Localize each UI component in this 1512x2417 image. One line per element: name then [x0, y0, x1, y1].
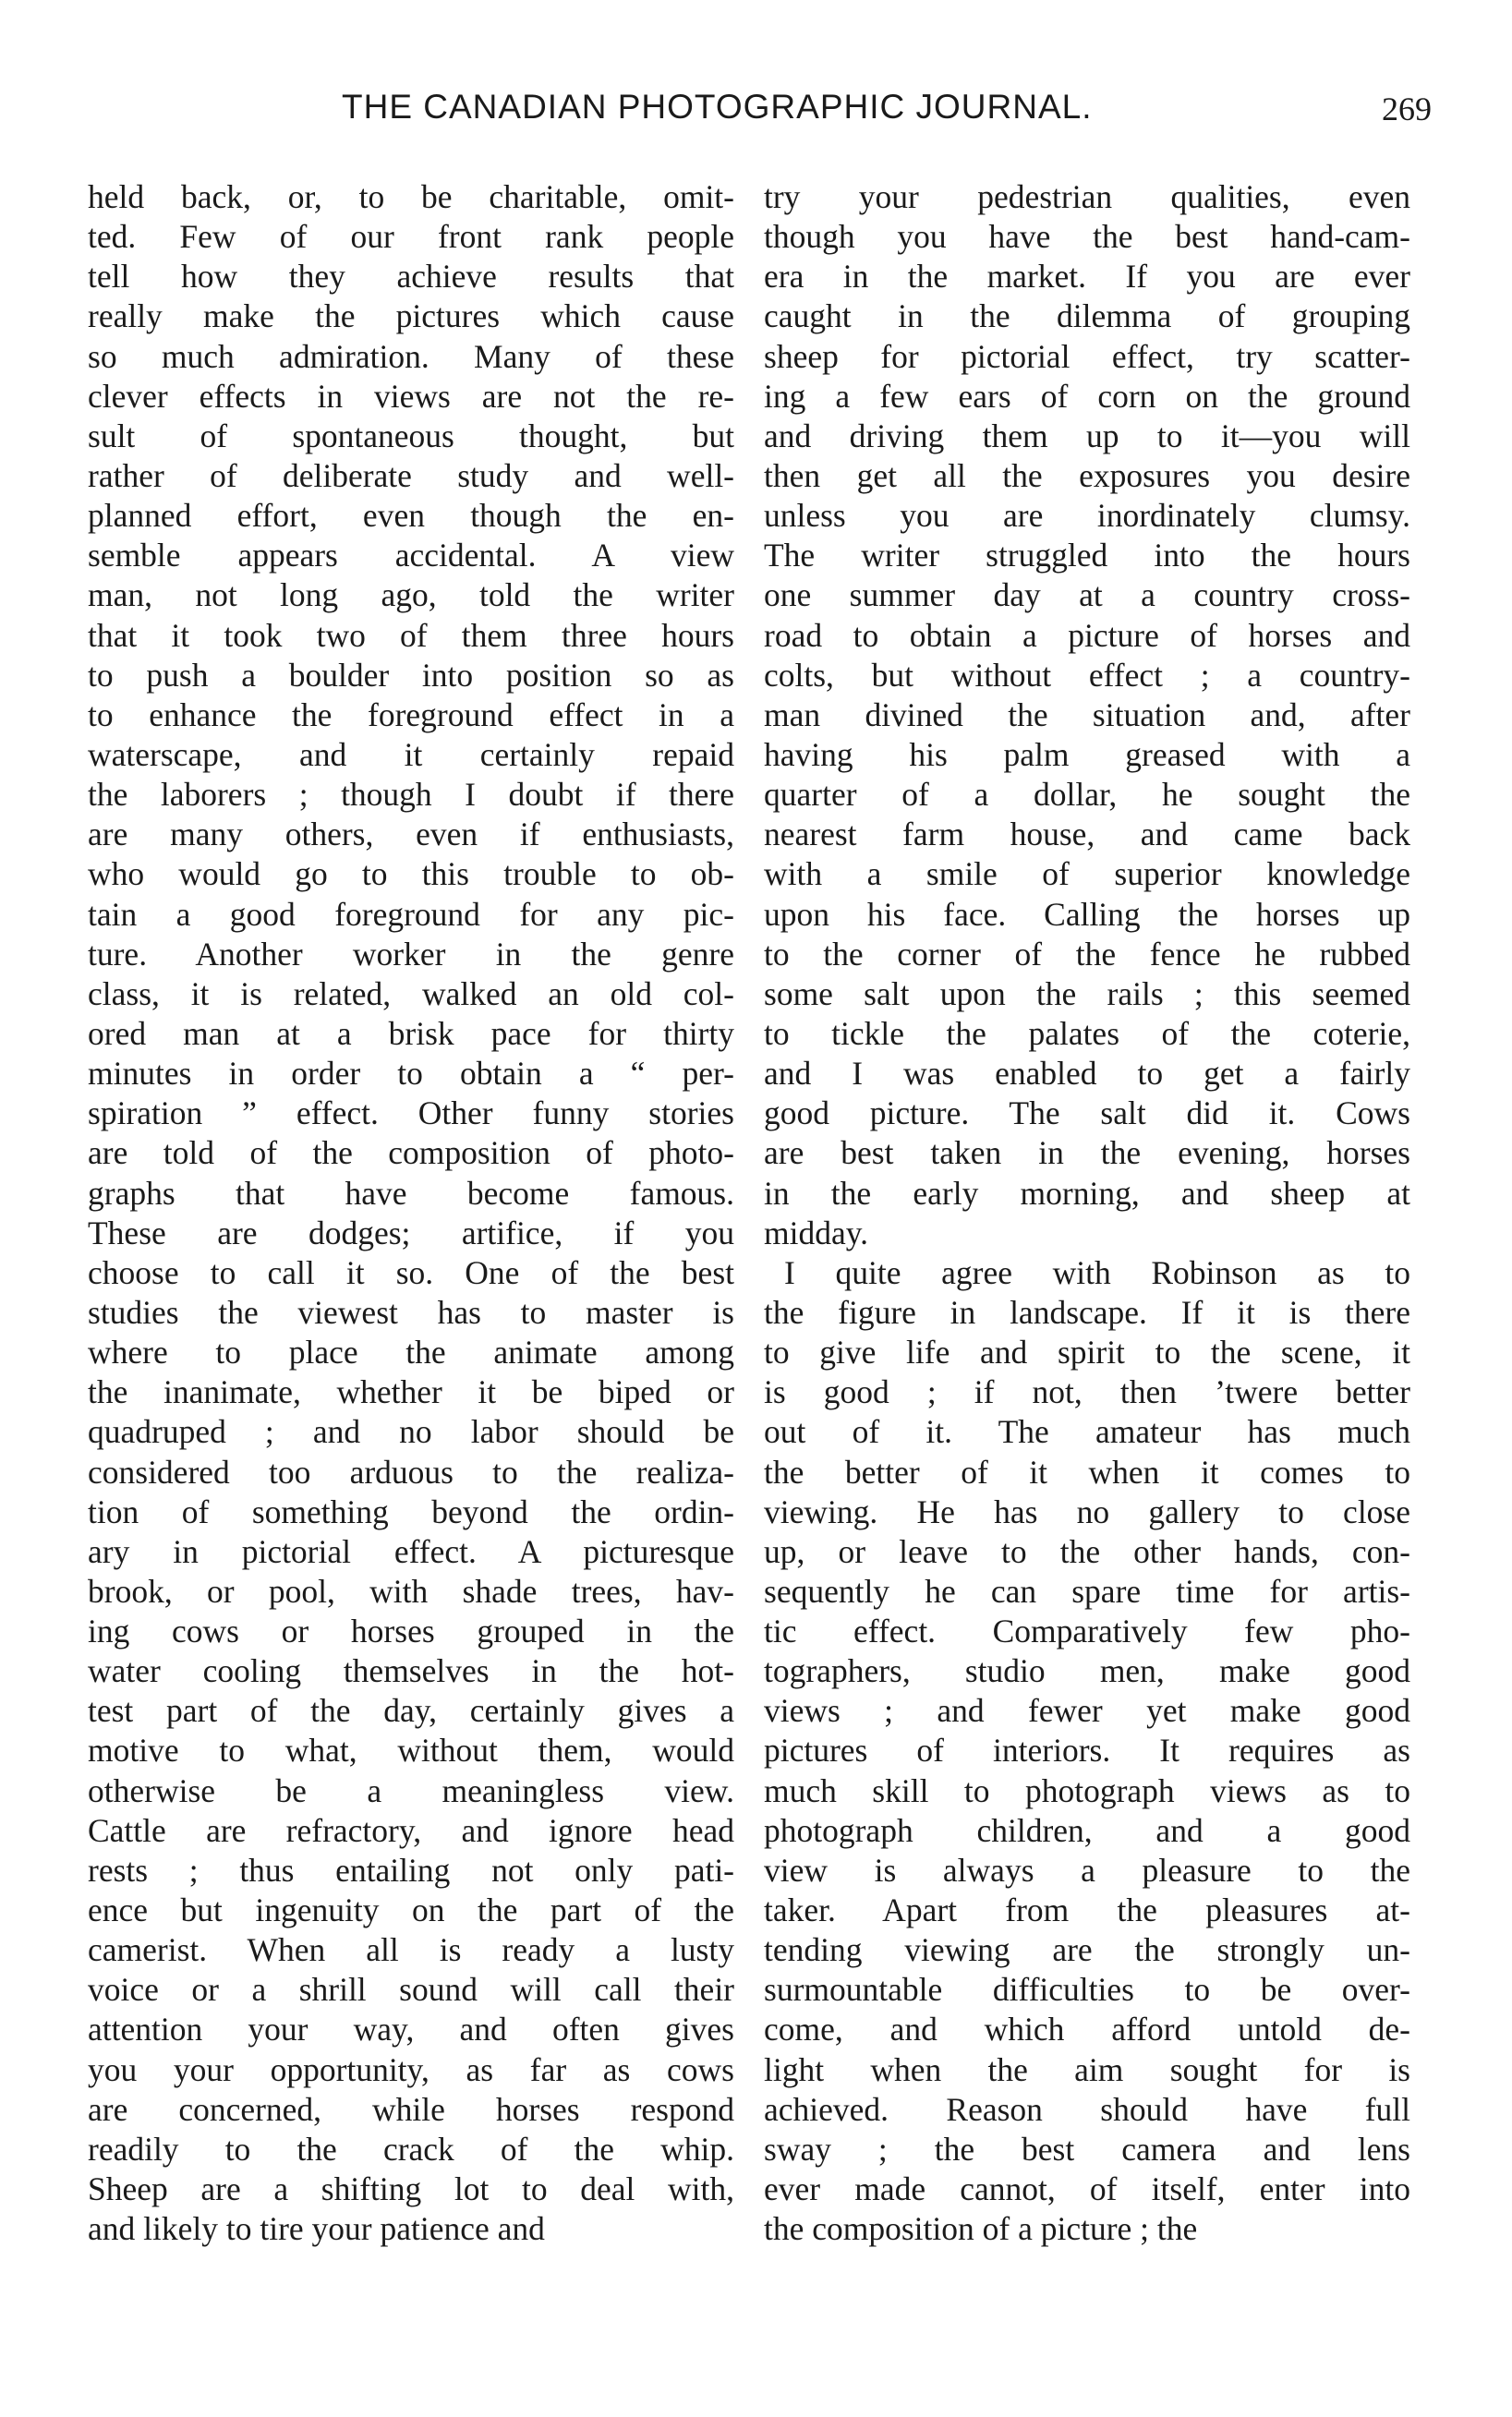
text-line: choose to call it so. One of the best	[88, 1253, 734, 1291]
text-line: sequently he can spare time for artis-	[764, 1572, 1410, 1610]
text-line: clever effects in views are not the re-	[88, 377, 734, 415]
text-line: tic effect. Comparatively few pho-	[764, 1613, 1410, 1650]
text-line: ted. Few of our front rank people	[88, 218, 734, 256]
text-line: taker. Apart from the pleasures at-	[764, 1891, 1410, 1929]
text-line: sheep for pictorial effect, try scatter-	[764, 337, 1410, 375]
text-line: really make the pictures which cause	[88, 297, 734, 335]
text-line: class, it is related, walked an old col-	[88, 974, 734, 1012]
text-line: some salt upon the rails ; this seemed	[764, 974, 1410, 1012]
text-line: and driving them up to it—you will	[764, 417, 1410, 454]
text-line: minutes in order to obtain a “ per-	[88, 1055, 734, 1093]
text-line: brook, or pool, with shade trees, hav-	[88, 1572, 734, 1610]
text-line: motive to what, without them, would	[88, 1732, 734, 1770]
text-line: viewing. He has no gallery to close	[764, 1492, 1410, 1530]
text-line: considered too arduous to the realiza-	[88, 1453, 734, 1491]
text-line: having his palm greased with a	[764, 735, 1410, 773]
text-line: the composition of a picture ; the	[764, 2210, 1198, 2248]
text-line: caught in the dilemma of grouping	[764, 297, 1410, 335]
text-line: then get all the exposures you desire	[764, 456, 1410, 494]
text-line: tographers, studio men, make good	[764, 1652, 1410, 1690]
text-line: one summer day at a country cross-	[764, 576, 1410, 614]
text-line: The writer struggled into the hours	[764, 537, 1410, 574]
text-line: ing a few ears of corn on the ground	[764, 377, 1410, 415]
text-line: tion of something beyond the ordin-	[88, 1492, 734, 1530]
text-line: the figure in landscape. If it is there	[764, 1293, 1410, 1331]
text-line: pictures of interiors. It requires as	[764, 1732, 1410, 1770]
text-line: rather of deliberate study and well-	[88, 456, 734, 494]
text-line: ence but ingenuity on the part of the	[88, 1891, 734, 1929]
text-column-left	[88, 177, 734, 2249]
journal-title: THE CANADIAN PHOTOGRAPHIC JOURNAL.	[342, 88, 1093, 126]
text-line: sult of spontaneous thought, but	[88, 417, 734, 454]
text-line: water cooling themselves in the hot-	[88, 1652, 734, 1690]
text-line: is good ; if not, then ’twere better	[764, 1373, 1410, 1411]
text-line: good picture. The salt did it. Cows	[764, 1094, 1410, 1132]
text-line: the better of it when it comes to	[764, 1453, 1410, 1491]
text-line: midday.	[764, 1214, 869, 1251]
text-line: to enhance the foreground effect in a	[88, 695, 734, 733]
text-line: graphs that have become famous.	[88, 1174, 734, 1212]
text-line: so much admiration. Many of these	[88, 337, 734, 375]
text-line: upon his face. Calling the horses up	[764, 895, 1410, 933]
text-line: with a smile of superior knowledge	[764, 855, 1410, 893]
text-line: out of it. The amateur has much	[764, 1413, 1410, 1451]
text-line: in the early morning, and sheep at	[764, 1174, 1410, 1212]
text-column-right	[764, 177, 1410, 2249]
text-line: test part of the day, certainly gives a	[88, 1692, 734, 1730]
text-line: views ; and fewer yet make good	[764, 1692, 1410, 1730]
text-line: view is always a pleasure to the	[764, 1851, 1410, 1889]
text-line: semble appears accidental. A view	[88, 537, 734, 574]
text-line: try your pedestrian qualities, even	[764, 178, 1410, 215]
text-line: quarter of a dollar, he sought the	[764, 776, 1410, 814]
text-line: camerist. When all is ready a lusty	[88, 1931, 734, 1969]
text-line: nearest farm house, and came back	[764, 816, 1410, 853]
text-line: ture. Another worker in the genre	[88, 935, 734, 973]
text-line: up, or leave to the other hands, con-	[764, 1532, 1410, 1570]
text-line: man divined the situation and, after	[764, 695, 1410, 733]
text-line: These are dodges; artifice, if you	[88, 1214, 734, 1251]
text-line: rests ; thus entailing not only pati-	[88, 1851, 734, 1889]
text-line: where to place the animate among	[88, 1334, 734, 1372]
text-line: Cattle are refractory, and ignore head	[88, 1811, 734, 1849]
text-line: to tickle the palates of the coterie,	[764, 1014, 1410, 1052]
text-line: voice or a shrill sound will call their	[88, 1971, 734, 2009]
page-number: 269	[1382, 91, 1432, 127]
text-line: otherwise be a meaningless view.	[88, 1771, 734, 1809]
text-line: held back, or, to be charitable, omit-	[88, 178, 734, 215]
text-line: unless you are inordinately clumsy.	[764, 497, 1410, 535]
text-line: tell how they achieve results that	[88, 258, 734, 296]
text-line: tending viewing are the strongly un-	[764, 1931, 1410, 1969]
text-line: the inanimate, whether it be biped or	[88, 1373, 734, 1411]
running-header	[83, 88, 1432, 143]
text-line: surmountable difficulties to be over-	[764, 1971, 1410, 2009]
text-line: that it took two of them three hours	[88, 616, 734, 654]
text-line: you your opportunity, as far as cows	[88, 2050, 734, 2088]
text-line: sway ; the best camera and lens	[764, 2130, 1410, 2168]
text-line: come, and which afford untold de-	[764, 2011, 1410, 2048]
text-line: are many others, even if enthusiasts,	[88, 816, 734, 853]
text-line: ever made cannot, of itself, enter into	[764, 2170, 1410, 2208]
text-line: readily to the crack of the whip.	[88, 2130, 734, 2168]
text-line: Sheep are a shifting lot to deal with,	[88, 2170, 734, 2208]
text-line: man, not long ago, told the writer	[88, 576, 734, 614]
text-line: road to obtain a picture of horses and	[764, 616, 1410, 654]
text-line: tain a good foreground for any pic-	[88, 895, 734, 933]
text-line: planned effort, even though the en-	[88, 497, 734, 535]
text-line: and I was enabled to get a fairly	[764, 1055, 1410, 1093]
text-line: achieved. Reason should have full	[764, 2090, 1410, 2128]
text-line: to push a boulder into position so as	[88, 656, 734, 694]
text-line: though you have the best hand-cam-	[764, 218, 1410, 256]
text-line: who would go to this trouble to ob-	[88, 855, 734, 893]
text-line: photograph children, and a good	[764, 1811, 1410, 1849]
text-line: studies the viewest has to master is	[88, 1293, 734, 1331]
text-line: the laborers ; though I doubt if there	[88, 776, 734, 814]
text-line: era in the market. If you are ever	[764, 258, 1410, 296]
text-line: to give life and spirit to the scene, it	[764, 1334, 1410, 1372]
text-line: quadruped ; and no labor should be	[88, 1413, 734, 1451]
text-line: colts, but without effect ; a country-	[764, 656, 1410, 694]
text-line: much skill to photograph views as to	[764, 1771, 1410, 1809]
text-line: I quite agree with Robinson as to	[784, 1253, 1410, 1291]
text-line: are best taken in the evening, horses	[764, 1134, 1410, 1172]
text-line: waterscape, and it certainly repaid	[88, 735, 734, 773]
text-line: spiration ” effect. Other funny stories	[88, 1094, 734, 1132]
text-line: ary in pictorial effect. A picturesque	[88, 1532, 734, 1570]
text-line: to the corner of the fence he rubbed	[764, 935, 1410, 973]
text-line: and likely to tire your patience and	[88, 2210, 545, 2248]
text-line: ing cows or horses grouped in the	[88, 1613, 734, 1650]
text-line: are concerned, while horses respond	[88, 2090, 734, 2128]
text-line: light when the aim sought for is	[764, 2050, 1410, 2088]
text-line: attention your way, and often gives	[88, 2011, 734, 2048]
text-line: ored man at a brisk pace for thirty	[88, 1014, 734, 1052]
text-line: are told of the composition of photo-	[88, 1134, 734, 1172]
